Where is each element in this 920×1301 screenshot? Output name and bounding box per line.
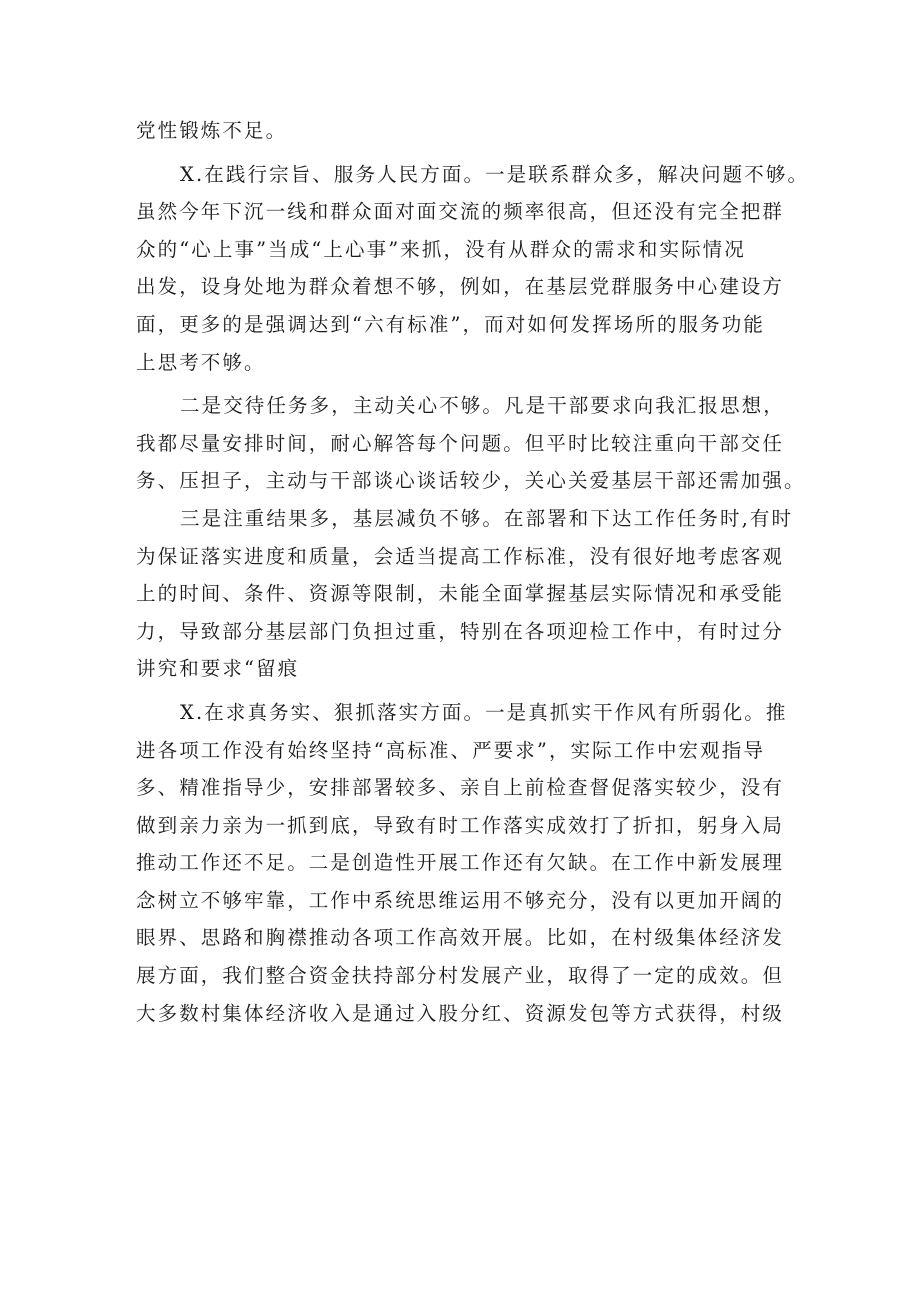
- text-line: 为保证落实进度和质量，会适当提高工作标准，没有很好地考虑客观: [136, 544, 785, 568]
- text-line: 面，更多的是强调达到“六有标准”，而对如何发挥场所的服务功能: [136, 312, 765, 336]
- text-line: 我都尽量安排时间，耐心解答每个问题。但平时比较注重向干部交任: [136, 431, 785, 455]
- text-line: 做到亲力亲为一抓到底，导致有时工作落实成效打了折扣，躬身入局: [136, 813, 785, 837]
- text-line: 虽然今年下沉一线和群众面对面交流的频率很高，但还没有完全把群: [136, 200, 785, 224]
- text-line: X.在求真务实、狠抓落实方面。一是真抓实干作风有所弱化。推: [180, 700, 788, 724]
- text-line: 上思考不够。: [136, 350, 266, 374]
- text-line: X.在践行宗旨、服务人民方面。一是联系群众多，解决问题不够。: [180, 162, 810, 186]
- text-line: 上的时间、条件、资源等限制，未能全面掌握基层实际情况和承受能: [136, 582, 785, 606]
- text-line: 念树立不够牢靠，工作中系统思维运用不够充分，没有以更加开阔的: [136, 888, 785, 912]
- paragraph-4: [136, 500, 794, 688]
- text-line: 多、精准指导少，安排部署较多、亲自上前检查督促落实较少，没有: [136, 776, 785, 800]
- text-line: 力，导致部分基层部门负担过重，特别在各项迎检工作中，有时过分: [136, 619, 785, 643]
- text-line: 推动工作还不足。二是创造性开展工作还有欠缺。在工作中新发展理: [136, 851, 785, 875]
- paragraph-3: [136, 387, 806, 500]
- text-line: 讲究和要求“留痕: [136, 657, 300, 681]
- text-line: 众的“心上事”当成“上心事”来抓，没有从群众的需求和实际情况: [136, 237, 746, 261]
- text-line: 展方面，我们整合资金扶持部分村发展产业，取得了一定的成效。但: [136, 964, 785, 988]
- text-line: 务、压担子，主动与干部谈心谈话较少，关心关爱基层干部还需加强。: [136, 469, 806, 493]
- document-page: [136, 112, 810, 1032]
- paragraph-2: [136, 156, 810, 382]
- text-line: 出发，设身处地为群众着想不够，例如，在基层党群服务中心建设方: [136, 275, 785, 299]
- paragraph-5: [136, 694, 790, 1032]
- text-line: 眼界、思路和胸襟推动各项工作高效开展。比如，在村级集体经济发: [136, 926, 785, 950]
- text-line: 进各项工作没有始终坚持“高标准、严要求”，实际工作中宏观指导: [136, 738, 765, 762]
- paragraph-1: [136, 112, 790, 150]
- text-line: 大多数村集体经济收入是通过入股分红、资源发包等方式获得，村级: [136, 1001, 785, 1025]
- text-line: 党性锻炼不足。: [136, 119, 288, 142]
- text-line: 二是交待任务多，主动关心不够。凡是干部要求向我汇报思想，: [180, 394, 785, 418]
- text-line: 三是注重结果多，基层减负不够。在部署和下达工作任务时,有时: [180, 506, 794, 530]
